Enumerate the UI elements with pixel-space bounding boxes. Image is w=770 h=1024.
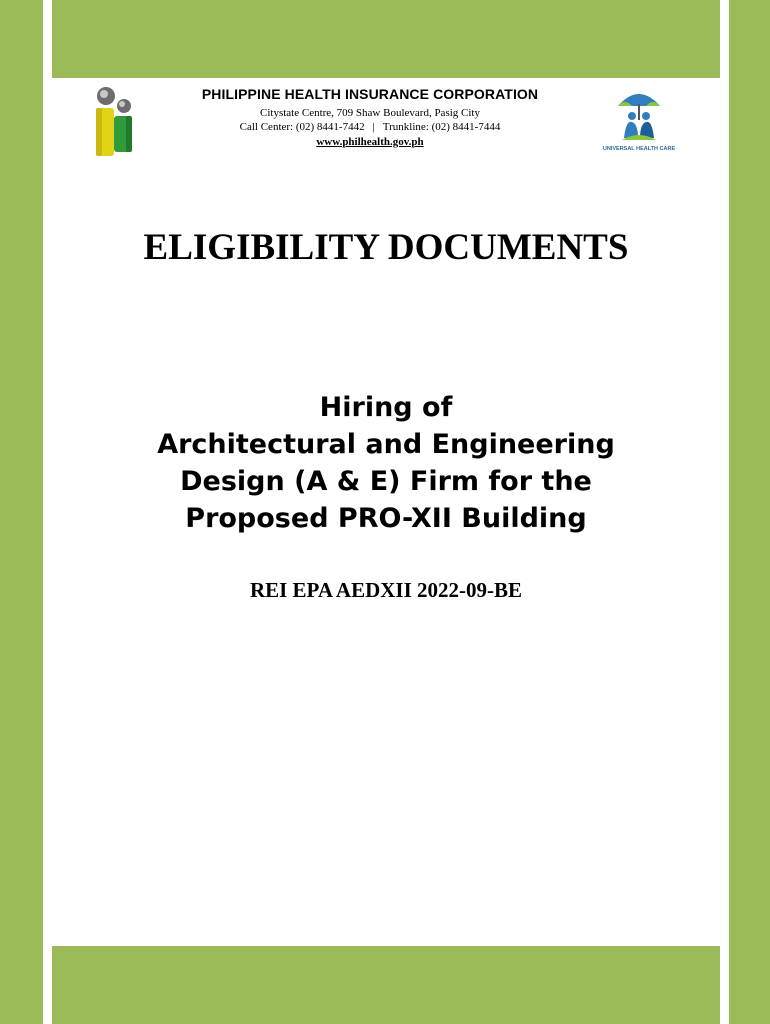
universal-health-care-logo [600, 86, 678, 156]
letterhead [150, 86, 590, 148]
bottom-border-band [52, 946, 720, 1024]
left-border-strip [0, 0, 43, 1024]
trunkline-number: Trunkline: (02) 8441-7444 [382, 121, 501, 133]
reference-number: REI EPA AEDXII 2022-09-BE [249, 578, 523, 602]
philhealth-logo [92, 86, 134, 158]
right-border-strip [729, 0, 770, 1024]
organization-name: PHILIPPINE HEALTH INSURANCE CORPORATION [201, 86, 539, 102]
subject-line: Proposed PRO-XII Building [185, 503, 587, 534]
document-title: ELIGIBILITY DOCUMENTS [143, 227, 629, 268]
uhc-logo-label: UNIVERSAL HEALTH CARE [602, 146, 676, 152]
subject-line: Design (A & E) Firm for the [180, 466, 592, 497]
organization-address: Citystate Centre, 709 Shaw Boulevard, Pasig City [260, 107, 480, 119]
call-center-number: Call Center: (02) 8441-7442 [239, 121, 365, 133]
subject-line: Hiring of [319, 392, 453, 423]
document-subject [52, 389, 720, 537]
contact-numbers [150, 121, 590, 133]
contact-separator: | [372, 121, 375, 133]
top-border-band [52, 0, 720, 78]
subject-line: Architectural and Engineering [157, 429, 615, 460]
website-link[interactable]: www.philhealth.gov.ph [316, 136, 424, 148]
